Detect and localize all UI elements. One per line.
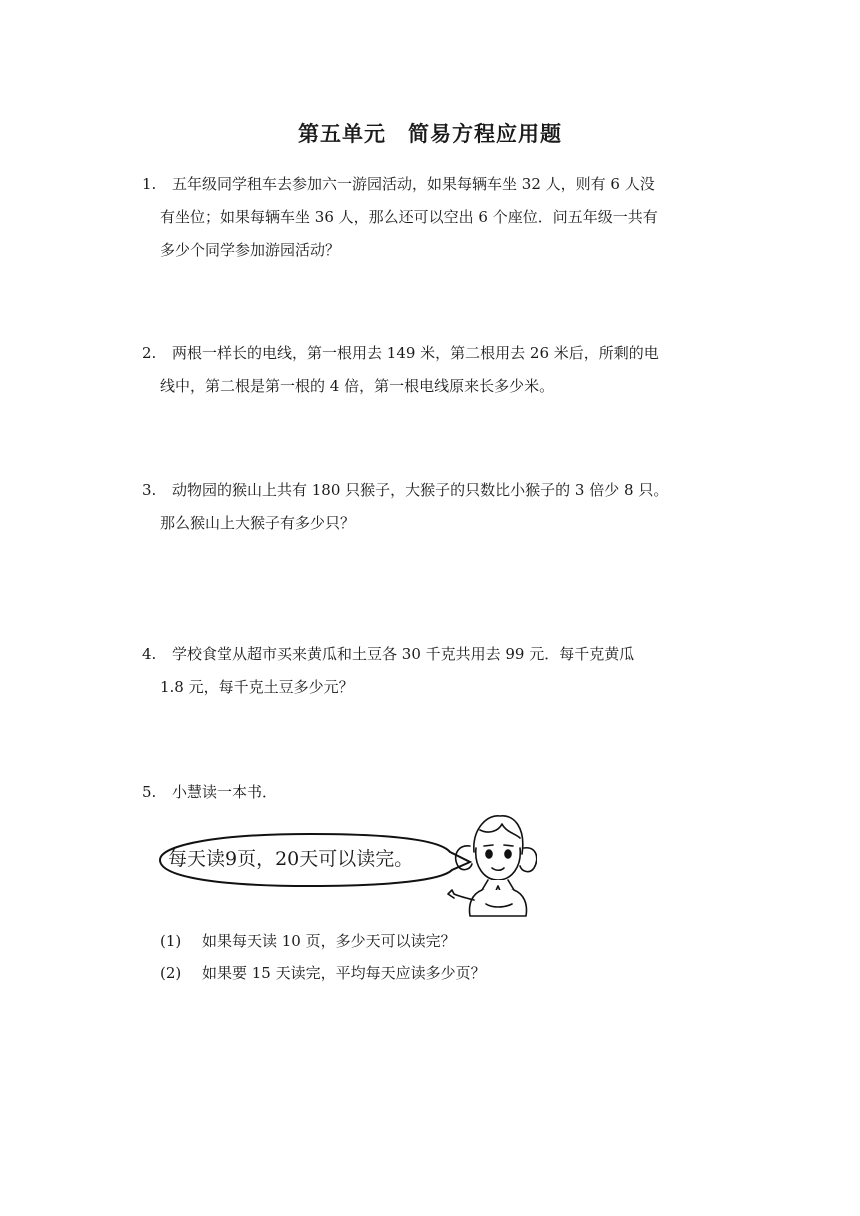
question-text-line: 有坐位；如果每辆车坐 36 人，那么还可以空出 6 个座位．问五年级一共有	[160, 208, 658, 226]
question-text-line: 小慧读一本书．	[172, 783, 278, 801]
question-1	[142, 168, 742, 267]
question-number: 2.	[142, 344, 157, 362]
question-text-line: 学校食堂从超市买来黄瓜和土豆各 30 千克共用去 99 元．每千克黄瓜	[172, 645, 635, 663]
sub-question-text: 如果每天读 10 页，多少天可以读完？	[202, 932, 456, 950]
question-text-line: 那么猴山上大猴子有多少只？	[160, 514, 356, 532]
question-text-line: 线中，第二根是第一根的 4 倍，第一根电线原来长多少米。	[160, 377, 555, 395]
question-number: 3.	[142, 481, 157, 499]
sub-question-2	[160, 962, 486, 983]
question-4	[142, 638, 742, 704]
question-text-line: 多少个同学参加游园活动？	[160, 241, 341, 259]
question-text-line: 五年级同学租车去参加六一游园活动，如果每辆车坐 32 人，则有 6 人没	[172, 175, 655, 193]
page-title: 第五单元 简易方程应用题	[298, 122, 562, 146]
speech-bubble-text: 每天读9页，20天可以读完。	[168, 848, 414, 870]
sub-question-text: 如果要 15 天读完，平均每天应读多少页？	[202, 964, 486, 982]
question-number: 4.	[142, 645, 157, 663]
question-number: 5.	[142, 783, 157, 801]
question-text-line: 动物园的猴山上共有 180 只猴子，大猴子的只数比小猴子的 3 倍少 8 只。	[172, 481, 669, 499]
question-3	[142, 474, 742, 540]
question-number: 1.	[142, 175, 157, 193]
question-2	[142, 337, 742, 403]
sub-question-number: (1)	[160, 932, 182, 950]
sub-question-number: (2)	[160, 964, 182, 982]
sub-question-1	[160, 930, 456, 951]
question-text-line: 两根一样长的电线，第一根用去 149 米，第二根用去 26 米后，所剩的电	[172, 344, 659, 362]
question-5	[142, 776, 742, 809]
question-text-line: 1.8 元，每千克土豆多少元？	[160, 678, 354, 696]
